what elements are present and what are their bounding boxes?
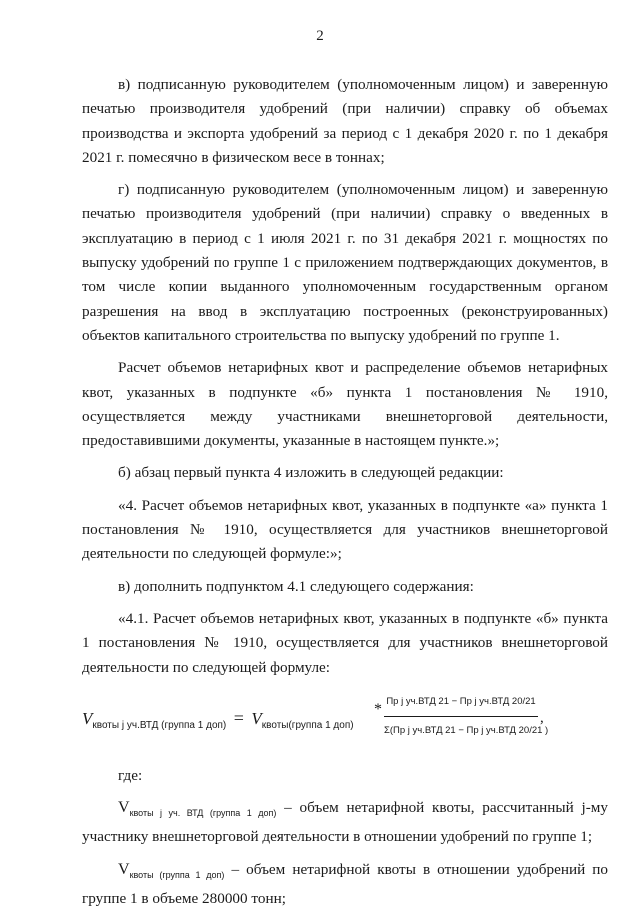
paragraph-v: в) подписанную руководителем (уполномоченным лицом) и заверенную печатью производителя удобрений (при наличии) справку об объемах производства и экспорта удобрений за период с 1 декабря 2020 г. по 1 декабря 2021 г. помесячно в физическом весе в тоннах; <box>82 76 608 166</box>
paragraph-where: где: <box>118 766 143 784</box>
page-number: 2 <box>316 28 324 44</box>
definition-1-var: V <box>118 799 130 817</box>
formula-times: * <box>374 700 382 718</box>
paragraph-point-4: «4. Расчет объемов нетарифных квот, указанных в подпункте «а» пункта 1 постановления № 1910, осуществляется для участников внешнеторговой деятельности по следующей формуле:»; <box>82 496 608 563</box>
formula-numerator: Пр j уч.ВТД 21 − Пр j уч.ВТД 20/21 <box>384 690 538 717</box>
formula-eq: = <box>233 707 244 728</box>
formula-lhs-sub: квоты j уч.ВТД (группа 1 доп) <box>92 719 227 731</box>
definition-1-text: – объем нетарифной квоты, рассчитанный j-му участнику внешнеторговой деятельности в отношении удобрений по группе 1; <box>82 799 608 846</box>
formula-rhs-var: V <box>251 708 262 728</box>
quota-formula <box>82 694 608 740</box>
paragraph-g: г) подписанную руководителем (уполномоченным лицом) и заверенную печатью производителя удобрений (при наличии) справку о введенных в эксплуатацию в период с 1 июля 2021 г. по 31 декабря 2021 г. мощностях по выпуску удобрений по группе 1 с приложением подтверждающих документов, в том числе копии выданного уполномоченным государственным органом разрешения на ввод в эксплуатацию построенных (реконструированных) объектов капитального строительства по выпуску удобрений по группе 1. <box>82 181 608 344</box>
definition-2-sub: квоты (группа 1 доп) <box>129 869 225 880</box>
paragraph-v-addition: в) дополнить подпунктом 4.1 следующего содержания: <box>118 577 474 595</box>
paragraph-quota-calculation: Расчет объемов нетарифных квот и распределение объемов нетарифных квот, указанных в подпункте «б» пункта 1 постановления № 1910, осуществляется между участниками внешнеторговой деятельности, предоставившими документы, указанные в настоящем пункте.»; <box>82 359 608 450</box>
definition-quota-total <box>82 858 608 911</box>
formula-fraction <box>384 690 549 744</box>
formula-lhs <box>82 706 354 738</box>
formula-rhs-sub: квоты(группа 1 доп) <box>261 719 354 731</box>
paragraph-b-amendment: б) абзац первый пункта 4 изложить в следующей редакции: <box>118 464 504 482</box>
document-body <box>82 73 608 911</box>
definition-2-text: – объем нетарифной квоты в отношении удобрений по группе 1 в объеме 280000 тонн; <box>82 860 608 908</box>
formula-lhs-var: V <box>82 708 93 728</box>
definition-quota-participant <box>82 796 608 850</box>
paragraph-point-4-1: «4.1. Расчет объемов нетарифных квот, указанных в подпункте «б» пункта 1 постановления № 1910, осуществляется для участников внешнеторговой деятельности по следующей формуле: <box>82 609 608 676</box>
definition-1-sub: квоты j уч. ВТД (группа 1 доп) <box>129 808 277 819</box>
formula-denominator: Σ(Пр j уч.ВТД 21 − Пр j уч.ВТД 20/21 ) <box>384 725 549 737</box>
formula-comma: , <box>540 709 544 726</box>
definition-2-var: V <box>118 860 130 878</box>
